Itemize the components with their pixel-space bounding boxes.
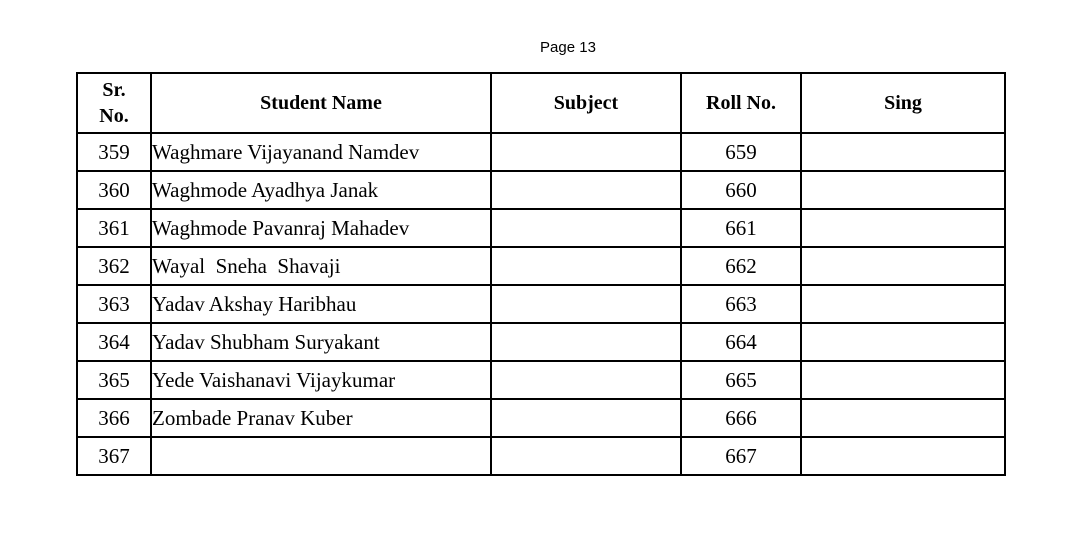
header-subject: Subject	[491, 73, 681, 133]
table-row	[77, 399, 1005, 437]
subject-cell	[491, 209, 681, 247]
sing-cell	[801, 209, 1005, 247]
subject-cell	[491, 399, 681, 437]
header-sr-no	[77, 73, 151, 133]
header-roll-no: Roll No.	[681, 73, 801, 133]
header-student-name: Student Name	[151, 73, 491, 133]
table-row	[77, 133, 1005, 171]
subject-cell	[491, 437, 681, 475]
roll-no-cell: 665	[681, 361, 801, 399]
sr-no-cell: 366	[77, 399, 151, 437]
table-row	[77, 437, 1005, 475]
student-name-cell: Waghmode Pavanraj Mahadev	[151, 209, 491, 247]
student-name-cell: Zombade Pranav Kuber	[151, 399, 491, 437]
header-sr-line1: Sr.	[102, 79, 126, 101]
page-number: Page 13	[540, 39, 596, 56]
student-name-cell: Yadav Akshay Haribhau	[151, 285, 491, 323]
sr-no-cell: 363	[77, 285, 151, 323]
sing-cell	[801, 323, 1005, 361]
table-row	[77, 209, 1005, 247]
sr-no-cell: 365	[77, 361, 151, 399]
sing-cell	[801, 285, 1005, 323]
student-name-cell: Waghmare Vijayanand Namdev	[151, 133, 491, 171]
student-name-cell: Yede Vaishanavi Vijaykumar	[151, 361, 491, 399]
subject-cell	[491, 247, 681, 285]
table-body	[77, 133, 1005, 475]
roll-no-cell: 661	[681, 209, 801, 247]
header-sing: Sing	[801, 73, 1005, 133]
roll-no-cell: 666	[681, 399, 801, 437]
table-row	[77, 247, 1005, 285]
sing-cell	[801, 133, 1005, 171]
table-row	[77, 285, 1005, 323]
subject-cell	[491, 133, 681, 171]
subject-cell	[491, 361, 681, 399]
subject-cell	[491, 285, 681, 323]
table-row	[77, 323, 1005, 361]
student-name-cell: Waghmode Ayadhya Janak	[151, 171, 491, 209]
header-row	[77, 73, 1005, 133]
roll-no-cell: 664	[681, 323, 801, 361]
sing-cell	[801, 171, 1005, 209]
student-name-cell: Wayal Sneha Shavaji	[151, 247, 491, 285]
roll-no-cell: 660	[681, 171, 801, 209]
header-sr-line2: No.	[99, 105, 129, 127]
roll-no-cell: 667	[681, 437, 801, 475]
table-row	[77, 361, 1005, 399]
sr-no-cell: 359	[77, 133, 151, 171]
student-name-cell: Yadav Shubham Suryakant	[151, 323, 491, 361]
table-row	[77, 171, 1005, 209]
student-name-cell	[151, 437, 491, 475]
sing-cell	[801, 399, 1005, 437]
roll-no-cell: 663	[681, 285, 801, 323]
roll-no-cell: 659	[681, 133, 801, 171]
sing-cell	[801, 437, 1005, 475]
sr-no-cell: 361	[77, 209, 151, 247]
subject-cell	[491, 323, 681, 361]
sing-cell	[801, 247, 1005, 285]
sr-no-cell: 367	[77, 437, 151, 475]
student-roster-table	[76, 72, 1006, 476]
sr-no-cell: 360	[77, 171, 151, 209]
roll-no-cell: 662	[681, 247, 801, 285]
sr-no-cell: 362	[77, 247, 151, 285]
sr-no-cell: 364	[77, 323, 151, 361]
sing-cell	[801, 361, 1005, 399]
subject-cell	[491, 171, 681, 209]
